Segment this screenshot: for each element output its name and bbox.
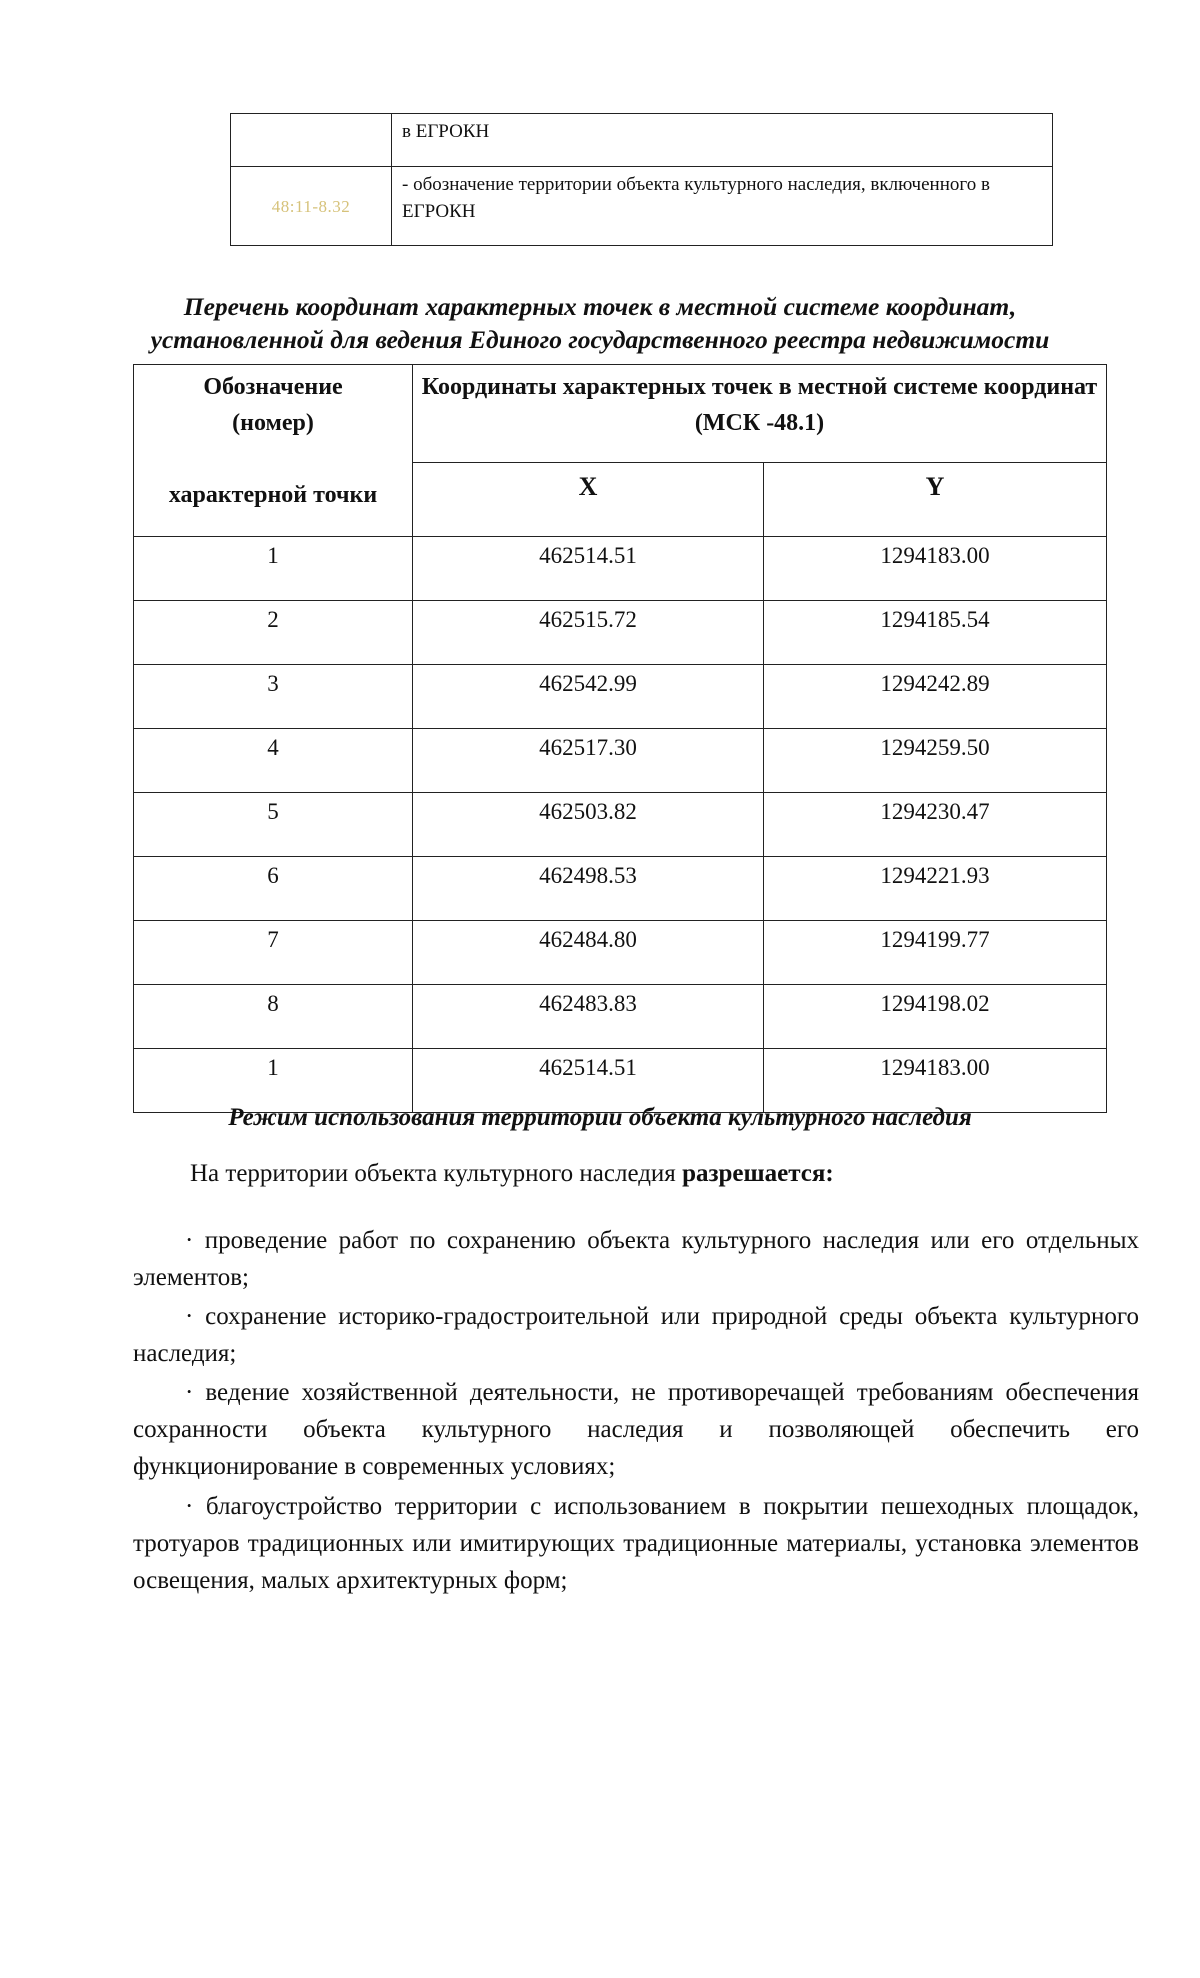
header-row — [134, 365, 1107, 463]
coordinates-table — [133, 364, 1107, 1113]
y-header: Y — [764, 463, 1107, 537]
list-item: · благоустройство территории с использованием в покрытии пешеходных площадок, тротуаров традиционных или имитирующих традиционные материалы, установка элементов освещения, малых архитектурных форм; — [133, 1493, 1139, 1594]
y-coordinate-cell: 1294185.54 — [764, 601, 1107, 665]
designation-header-line: (номер) — [232, 410, 314, 436]
x-coordinate-cell: 462517.30 — [413, 729, 764, 793]
intro-bold: разрешается: — [682, 1160, 834, 1187]
point-number-cell: 8 — [134, 985, 413, 1049]
x-header: X — [413, 463, 764, 537]
table-row — [134, 1049, 1107, 1113]
intro-line — [190, 1160, 834, 1188]
table-row — [134, 601, 1107, 665]
x-coordinate-cell: 462514.51 — [413, 537, 764, 601]
y-coordinate-cell: 1294198.02 — [764, 985, 1107, 1049]
table-row — [134, 665, 1107, 729]
legend-code-cell — [231, 114, 392, 167]
legend-table — [230, 113, 1053, 246]
point-number-cell: 4 — [134, 729, 413, 793]
y-coordinate-cell: 1294230.47 — [764, 793, 1107, 857]
designation-header-line: Обозначение — [203, 374, 343, 400]
point-number-cell: 7 — [134, 921, 413, 985]
coordinates-table-body — [134, 537, 1107, 1113]
x-coordinate-cell: 462515.72 — [413, 601, 764, 665]
x-coordinate-cell: 462483.83 — [413, 985, 764, 1049]
point-number-cell: 1 — [134, 1049, 413, 1113]
table-caption — [0, 290, 1200, 356]
y-coordinate-cell: 1294199.77 — [764, 921, 1107, 985]
table-row — [134, 793, 1107, 857]
legend-code: 48:11-8.32 — [271, 196, 351, 216]
list-item: · ведение хозяйственной деятельности, не противоречащей требованиям обеспечения сохранности объекта культурного наследия и позволяющей обеспечить его функционирование в современных условиях; — [133, 1379, 1139, 1480]
x-coordinate-cell: 462498.53 — [413, 857, 764, 921]
x-coordinate-cell: 462503.82 — [413, 793, 764, 857]
legend-row — [231, 167, 1053, 246]
designation-header — [134, 365, 413, 537]
point-number-cell: 2 — [134, 601, 413, 665]
caption-line-1: Перечень координат характерных точек в местной системе координат, — [183, 292, 1017, 321]
y-coordinate-cell: 1294183.00 — [764, 537, 1107, 601]
coordinates-header: Координаты характерных точек в местной системе координат (МСК -48.1) — [413, 365, 1107, 463]
y-coordinate-cell: 1294221.93 — [764, 857, 1107, 921]
table-row — [134, 537, 1107, 601]
point-number-cell: 1 — [134, 537, 413, 601]
point-number-cell: 5 — [134, 793, 413, 857]
x-coordinate-cell: 462514.51 — [413, 1049, 764, 1113]
table-row — [134, 857, 1107, 921]
list-item: · проведение работ по сохранению объекта культурного наследия или его отдельных элементов; — [133, 1227, 1139, 1291]
table-row — [134, 921, 1107, 985]
list-item: · сохранение историко-градостроительной или природной среды объекта культурного наследия; — [133, 1303, 1139, 1367]
legend-description: в ЕГРОКН — [392, 114, 1053, 167]
y-coordinate-cell: 1294242.89 — [764, 665, 1107, 729]
point-number-cell: 6 — [134, 857, 413, 921]
legend-description: - обозначение территории объекта культурного наследия, включенного в ЕГРОКН — [392, 167, 1053, 246]
y-coordinate-cell: 1294259.50 — [764, 729, 1107, 793]
point-number-cell: 3 — [134, 665, 413, 729]
table-row — [134, 729, 1107, 793]
legend-row — [231, 114, 1053, 167]
legend-code-cell — [231, 167, 392, 246]
caption-line-2: установленной для ведения Единого государственного реестра недвижимости — [150, 325, 1050, 354]
table-row — [134, 985, 1107, 1049]
designation-header-line: характерной точки — [168, 482, 378, 508]
section-title: Режим использования территории объекта культурного наследия — [228, 1104, 972, 1131]
intro-text: На территории объекта культурного наследия — [190, 1160, 676, 1187]
x-coordinate-cell: 462484.80 — [413, 921, 764, 985]
y-coordinate-cell: 1294183.00 — [764, 1049, 1107, 1113]
x-coordinate-cell: 462542.99 — [413, 665, 764, 729]
